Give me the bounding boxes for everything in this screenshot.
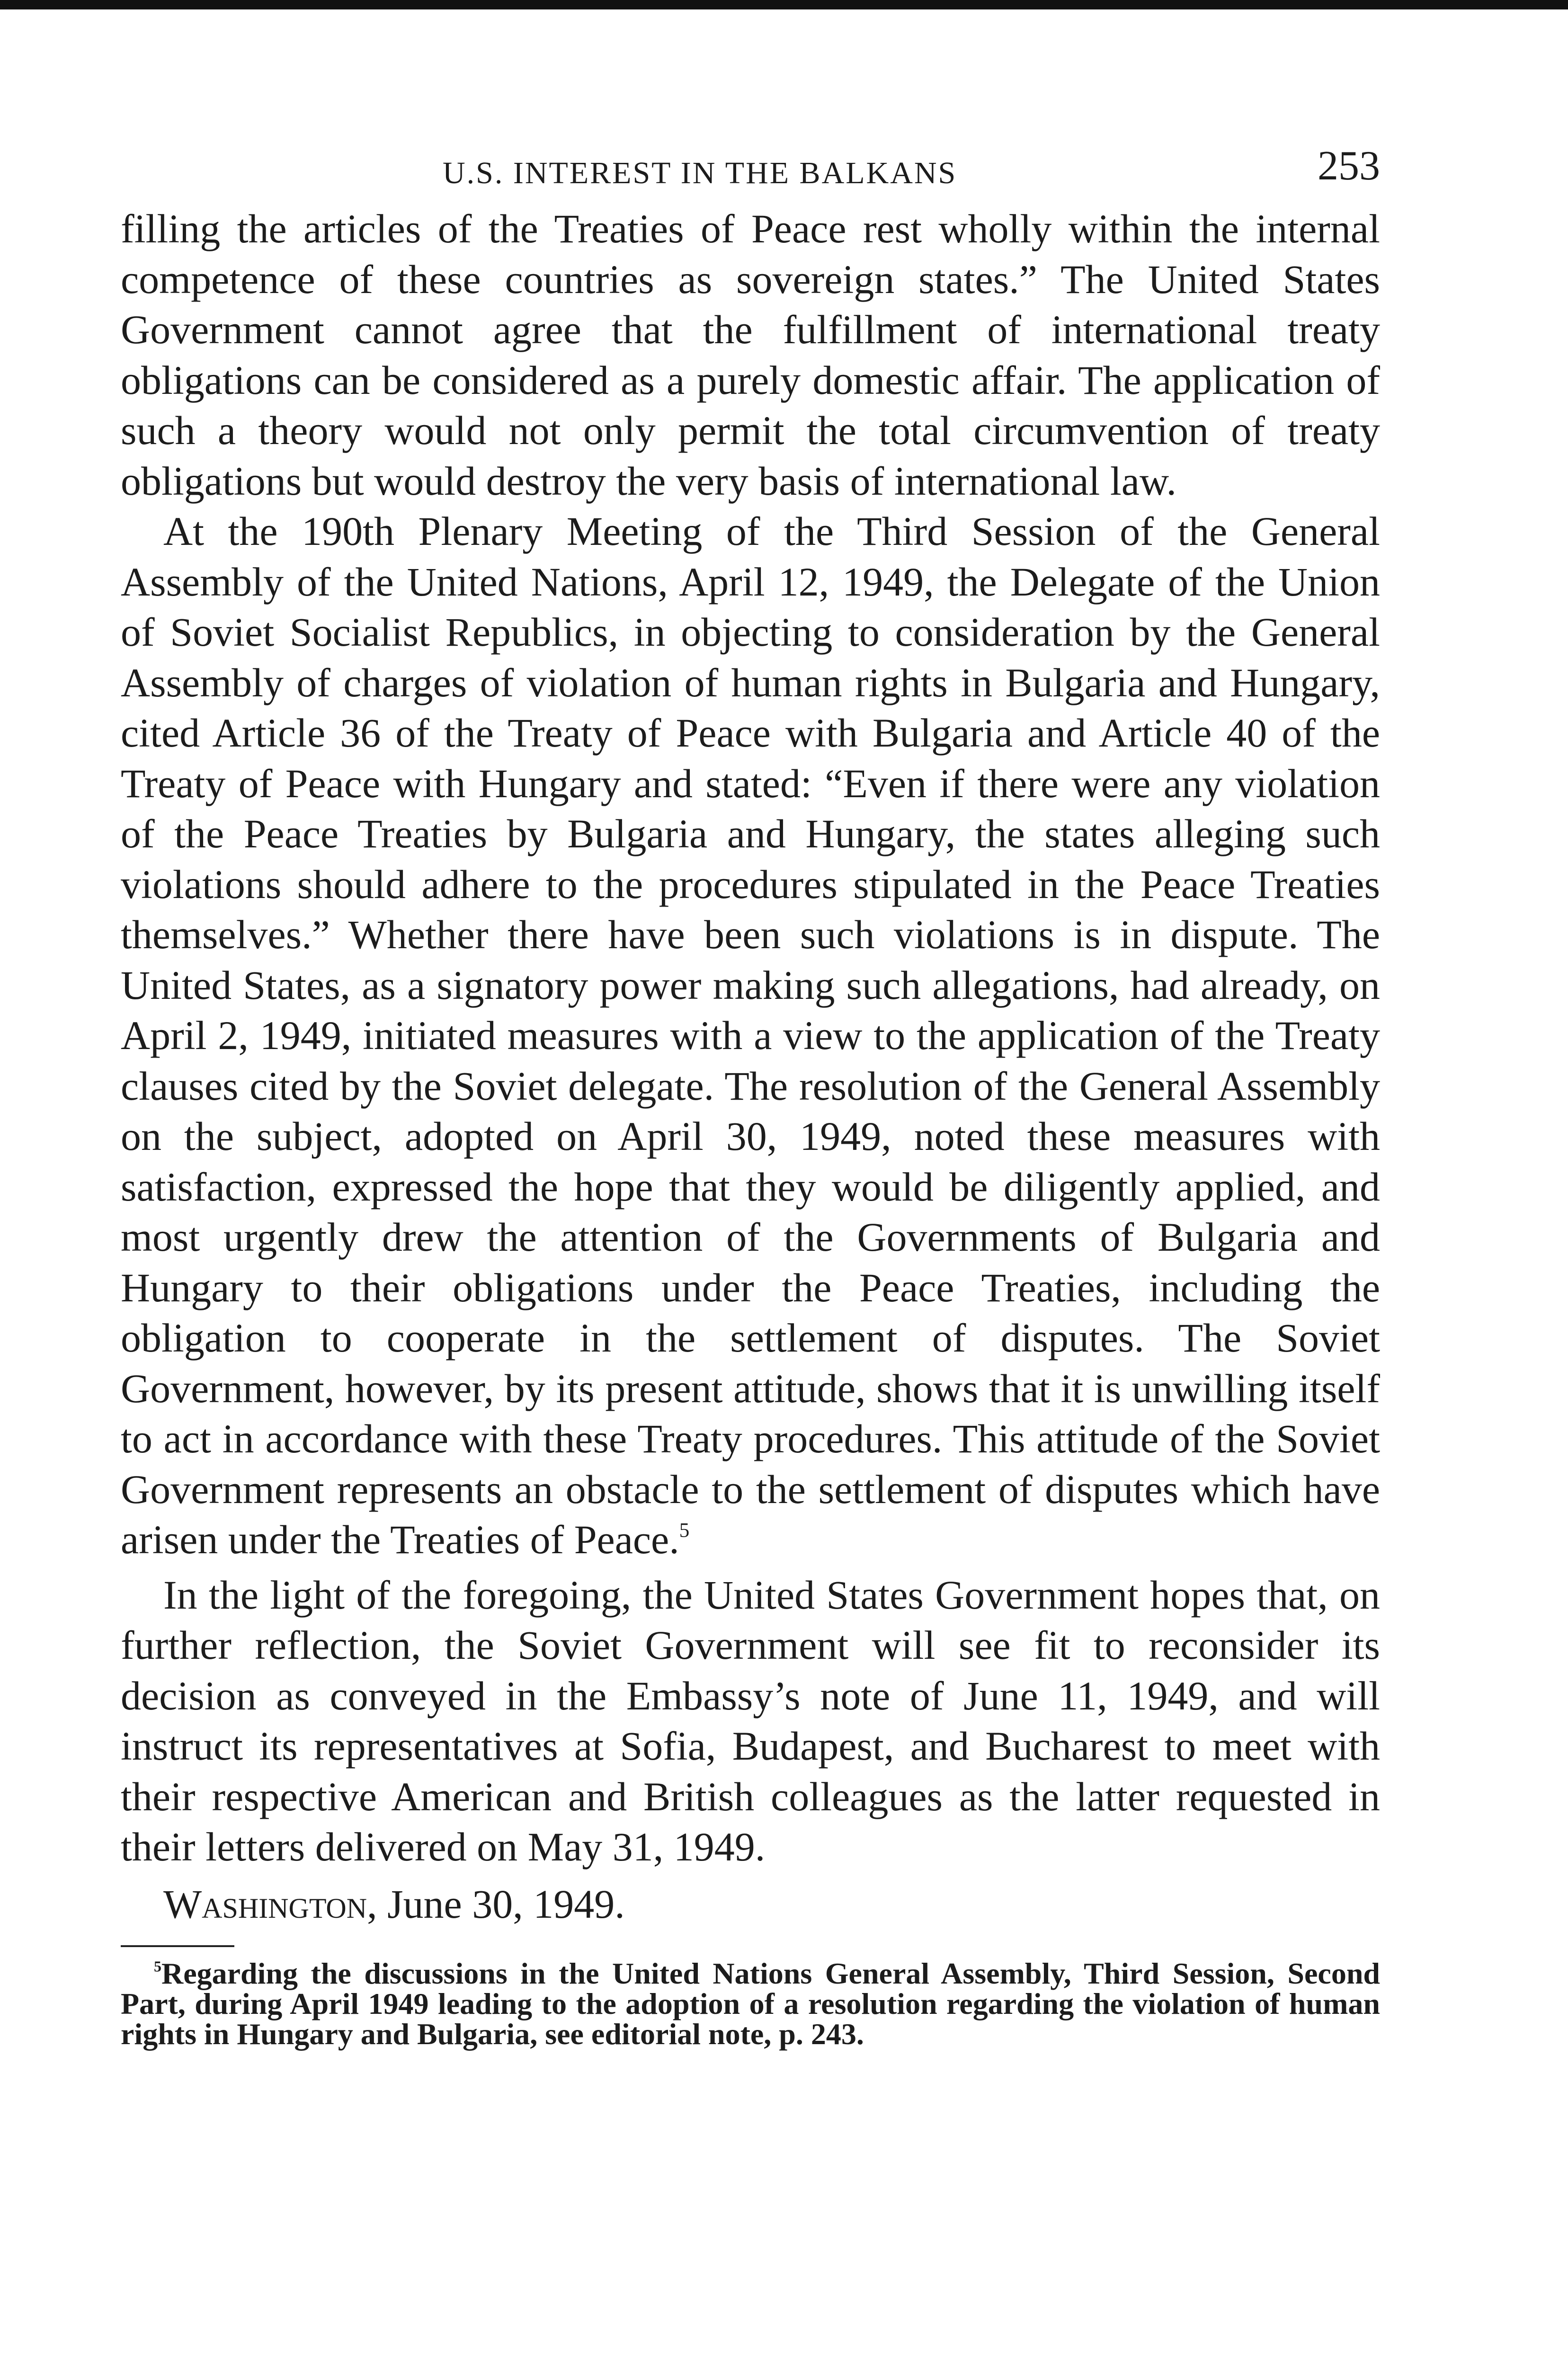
footnote-text: Regarding the discussions in the United Nations General Assembly, Third Session, Second Part, during April 1949 leading to the adoption of a resolution regarding the violation of human rights in Hungary and Bulgaria, see editorial note, p. 243. — [121, 1957, 1380, 2051]
signoff — [121, 1879, 1380, 1930]
page-number: 253 — [1318, 143, 1380, 189]
footnotes — [121, 1958, 1380, 2049]
body-text — [121, 204, 1380, 1872]
paragraph-2-text: At the 190th Plenary Meeting of the Third Session of the General Assembly of the United Nations, April 12, 1949, the Delegate of the Union of Soviet Socialist Republics, in objecting to consideration by the General Assembly of charges of violation of human rights in Bulgaria and Hungary, cited Article 36 of the Treaty of Peace with Bulgaria and Article 40 of the Treaty of Peace with Hungary and stated: “Even if there were any violation of the Peace Treaties by Bulgaria and Hungary, the states alleging such violations should adhere to the procedures stipulated in the Peace Treaties themselves.” Whether there have been such violations is in dispute. The United States, as a signatory power making such allegations, had already, on April 2, 1949, initiated measures with a view to the application of the Treaty clauses cited by the Soviet delegate. The resolution of the General Assembly on the subject, adopted on April 30, 1949, noted these measures with satisfaction, expressed the hope that they would be diligently applied, and most urgently drew the attention of the Governments of Bulgaria and Hungary to their obligations under the Peace Treaties, including the obligation to cooperate in the settlement of disputes. The Soviet Government, however, by its present attitude, shows that it is unwilling itself to act in accordance with these Treaty procedures. This attitude of the Soviet Government represents an obstacle to the settlement of disputes which have arisen under the Treaties of Peace. — [121, 508, 1380, 1562]
top-border — [0, 0, 1568, 9]
signoff-date: , June 30, 1949. — [367, 1881, 625, 1927]
signoff-place: Washington — [163, 1881, 367, 1927]
paragraph-3: In the light of the foregoing, the United States Government hopes that, on further reflection, the Soviet Government will see fit to reconsider its decision as conveyed in the Embassy’s note of June 11, 1949, and will instruct its representatives at Sofia, Budapest, and Bucharest to meet with their respective American and British colleagues as the latter requested in their letters delivered on May 31, 1949. — [121, 1572, 1380, 1869]
footnote-5 — [121, 1958, 1380, 2049]
running-header — [121, 142, 1380, 204]
paragraph-1: filling the articles of the Treaties of Peace rest wholly within the internal competence of these countries as sovereign states.” The United States Government cannot agree that the fulfillment of international treaty obligations can be considered as a purely domestic affair. The application of such a theory would not only permit the total circumvention of treaty obligations but would destroy the very basis of international law. — [121, 206, 1380, 504]
running-title: U.S. INTEREST IN THE BALKANS — [443, 156, 957, 190]
footnote-divider — [121, 1945, 234, 1947]
footnote-reference: 5 — [679, 1519, 690, 1542]
document-page — [121, 142, 1380, 2049]
footnote-marker: 5 — [154, 1958, 161, 1975]
paragraph-2 — [121, 506, 1380, 1565]
